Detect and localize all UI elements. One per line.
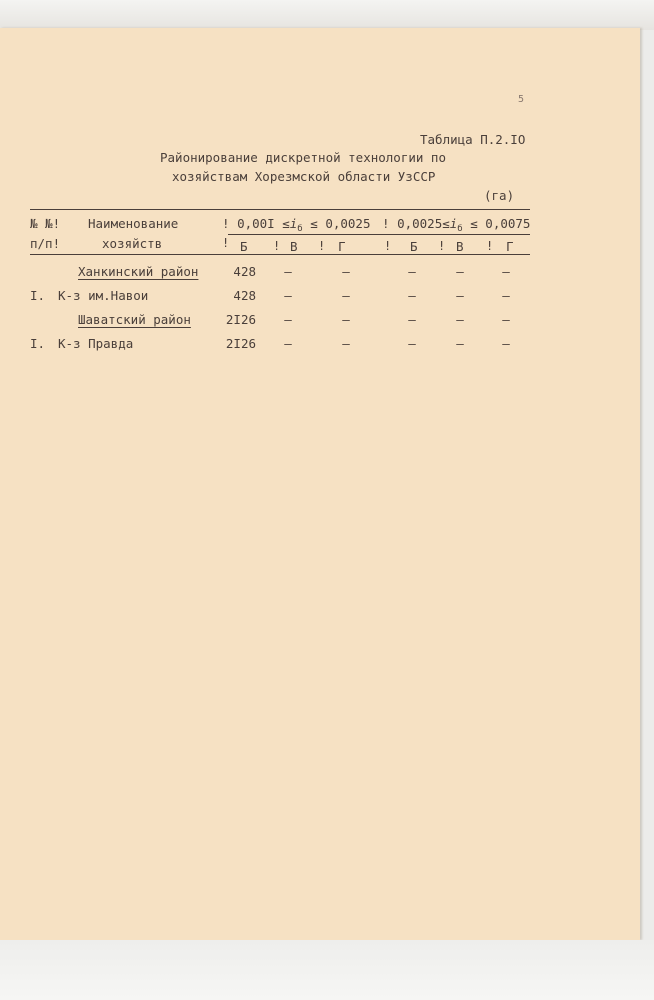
table-label: Таблица П.2.IO (420, 132, 526, 147)
empty-cell: – (408, 264, 416, 279)
name-col-header-2: хозяйств (102, 236, 163, 251)
page-number: 5 (518, 94, 525, 105)
subcol-v-1: В (290, 239, 298, 254)
empty-cell: – (502, 312, 510, 327)
range-1-header: ! $0,00I \le i_б \le 0,0025$ (222, 216, 371, 234)
subcol-b-1: Б (240, 239, 248, 254)
empty-cell: – (456, 336, 464, 351)
subcol-g-2: Г (506, 239, 514, 254)
row-number: I. (30, 336, 46, 351)
empty-cell: – (342, 336, 350, 351)
document-page (0, 28, 640, 940)
header-separator: ! (222, 236, 230, 250)
scan-margin-bottom (0, 940, 654, 1000)
unit-label: (га) (484, 188, 515, 203)
district-name: Шаватский район (78, 312, 191, 327)
empty-cell: – (284, 336, 292, 351)
header-bottom-rule (30, 254, 530, 255)
empty-cell: – (342, 264, 350, 279)
num-col-header-2: п/п! (30, 236, 61, 251)
subcol-sep: ! (384, 239, 392, 253)
subcol-sep: ! (318, 239, 326, 253)
name-col-header: Наименование (88, 216, 179, 231)
empty-cell: – (284, 288, 292, 303)
empty-cell: – (284, 312, 292, 327)
empty-cell: – (342, 312, 350, 327)
area-value: 2I26 (225, 312, 256, 327)
empty-cell: – (342, 288, 350, 303)
area-value: 428 (233, 264, 256, 279)
farm-name: К-з им.Навои (58, 288, 149, 303)
title-line-1: Районирование дискретной технологии по (160, 150, 446, 165)
empty-cell: – (456, 312, 464, 327)
empty-cell: – (456, 264, 464, 279)
empty-cell: – (408, 336, 416, 351)
subcol-sep: ! (438, 239, 446, 253)
area-value: 2I26 (225, 336, 256, 351)
header-inner-rule (228, 234, 530, 235)
district-name: Ханкинский район (78, 264, 199, 279)
empty-cell: – (502, 264, 510, 279)
farm-name: К-з Правда (58, 336, 134, 351)
empty-cell: – (456, 288, 464, 303)
empty-cell: – (408, 288, 416, 303)
area-value: 428 (233, 288, 256, 303)
empty-cell: – (284, 264, 292, 279)
subcol-v-2: В (456, 239, 464, 254)
empty-cell: – (408, 312, 416, 327)
title-line-2: хозяйствам Хорезмской области УзССР (172, 169, 436, 184)
num-col-header: № №! (30, 216, 61, 231)
empty-cell: – (502, 336, 510, 351)
subcol-sep: ! (273, 239, 281, 253)
range-2-header: ! $0,0025\le i_б \le 0,0075$ (382, 216, 531, 234)
row-number: I. (30, 288, 46, 303)
subcol-b-2: Б (410, 239, 418, 254)
table-top-rule (30, 209, 530, 210)
subcol-sep: ! (486, 239, 494, 253)
empty-cell: – (502, 288, 510, 303)
scan-margin-top (0, 0, 654, 30)
subcol-g-1: Г (338, 239, 346, 254)
